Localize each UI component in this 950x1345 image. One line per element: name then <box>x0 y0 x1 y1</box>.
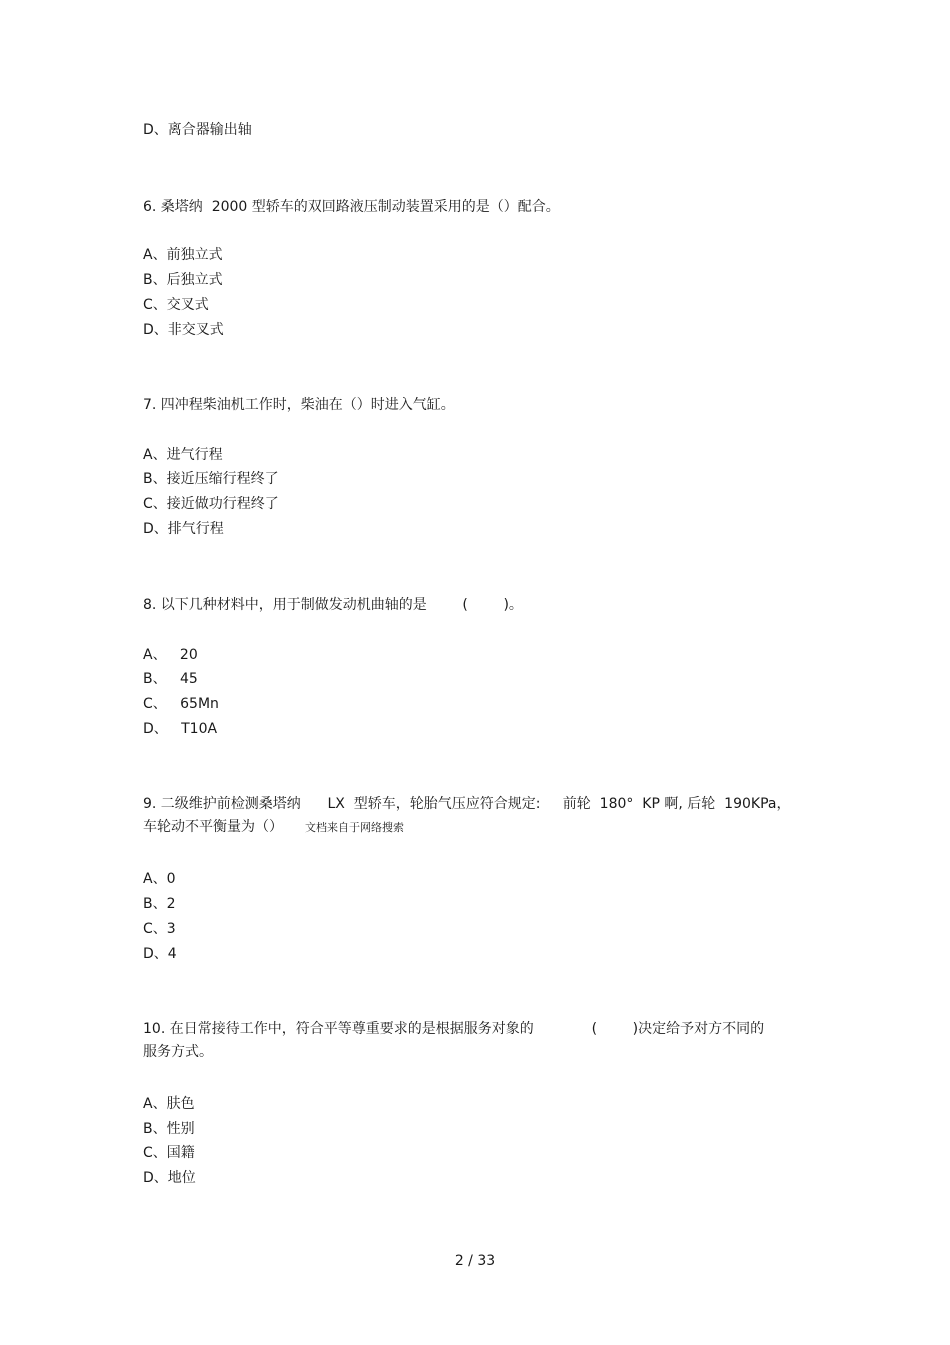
q8-option-d: D、 T10A <box>143 721 218 737</box>
q8-option-c: C、 65Mn <box>143 696 219 712</box>
question-10-line-2: 服务方式。 <box>143 1044 213 1060</box>
q7-option-a: A、进气行程 <box>143 447 223 463</box>
q9-option-b: B、2 <box>143 896 176 912</box>
question-10-line-1: 10. 在日常接待工作中，符合平等尊重要求的是根据服务对象的 ( )决定给予对方不同的 <box>143 1021 765 1037</box>
question-7: 7. 四冲程柴油机工作时，柴油在（）时进入气缸。 <box>143 397 455 413</box>
q6-option-d: D、非交叉式 <box>143 322 224 338</box>
q8-option-a: A、 20 <box>143 647 198 663</box>
question-9-line-1: 9. 二级维护前检测桑塔纳 LX 型轿车，轮胎气压应符合规定: 前轮 180° KP 啊, 后轮 190KPa， <box>143 796 791 812</box>
q6-option-b: B、后独立式 <box>143 272 223 288</box>
q10-option-a: A、肤色 <box>143 1096 195 1112</box>
q10-option-b: B、性别 <box>143 1121 195 1137</box>
question-6: 6. 桑塔纳 2000 型轿车的双回路液压制动装置采用的是（）配合。 <box>143 199 560 215</box>
q7-option-b: B、接近压缩行程终了 <box>143 471 279 487</box>
q6-option-c: C、交叉式 <box>143 297 209 313</box>
q6-option-a: A、前独立式 <box>143 247 223 263</box>
source-note: 文档来自于网络搜索 <box>305 821 404 834</box>
q10-option-d: D、地位 <box>143 1170 196 1186</box>
q9-option-d: D、4 <box>143 946 177 962</box>
option-d-prev: D、离合器输出轴 <box>143 122 252 138</box>
question-9-text: 车轮动不平衡量为（） <box>143 819 283 835</box>
q8-option-b: B、 45 <box>143 671 198 687</box>
question-9-line-2 <box>143 818 404 837</box>
q10-option-c: C、国籍 <box>143 1145 195 1161</box>
page-number: 2 / 33 <box>454 1253 496 1269</box>
q7-option-d: D、排气行程 <box>143 521 224 537</box>
q9-option-c: C、3 <box>143 921 176 937</box>
q9-option-a: A、0 <box>143 871 176 887</box>
question-8: 8. 以下几种材料中，用于制做发动机曲轴的是 ( )。 <box>143 597 523 613</box>
q7-option-c: C、接近做功行程终了 <box>143 496 279 512</box>
